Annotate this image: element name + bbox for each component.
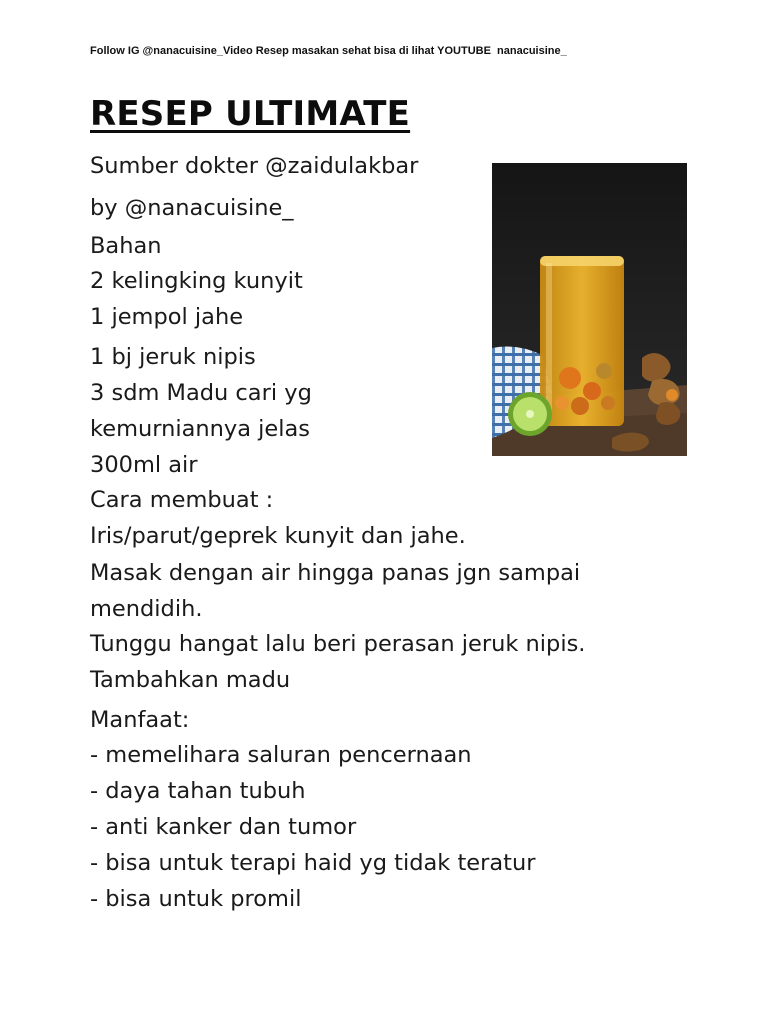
benefits-heading: Manfaat: — [90, 707, 190, 733]
method-step: mendidih. — [90, 596, 203, 622]
method-step: Iris/parut/geprek kunyit dan jahe. — [90, 523, 466, 549]
ingredient-item: 1 jempol jahe — [90, 304, 244, 330]
source-line: Sumber dokter @zaidulakbar — [90, 153, 419, 179]
method-step: Masak dengan air hingga panas jgn sampai — [90, 560, 581, 586]
turmeric-drink-photo — [492, 163, 687, 456]
benefit-item: - bisa untuk promil — [90, 886, 302, 912]
benefit-item: - daya tahan tubuh — [90, 778, 306, 804]
ingredient-item: 2 kelingking kunyit — [90, 268, 303, 294]
method-step: Tunggu hangat lalu beri perasan jeruk nipis. — [90, 631, 586, 657]
header-note: Follow IG @nanacuisine_Video Resep masakan sehat bisa di lihat YOUTUBE nanacuisine_ — [90, 45, 567, 57]
benefit-item: - anti kanker dan tumor — [90, 814, 357, 840]
author-line: by @nanacuisine_ — [90, 195, 294, 221]
ingredient-item: 300ml air — [90, 452, 198, 478]
benefit-item: - bisa untuk terapi haid yg tidak teratur — [90, 850, 536, 876]
ingredient-item: kemurniannya jelas — [90, 416, 311, 442]
benefit-item: - memelihara saluran pencernaan — [90, 742, 472, 768]
ingredients-heading: Bahan — [90, 233, 162, 259]
ingredient-item: 3 sdm Madu cari yg — [90, 380, 312, 406]
page-title: RESEP ULTIMATE — [90, 94, 411, 134]
photo-illustration — [492, 163, 687, 456]
method-heading: Cara membuat : — [90, 487, 274, 513]
ingredient-item: 1 bj jeruk nipis — [90, 344, 256, 370]
method-step: Tambahkan madu — [90, 667, 291, 693]
